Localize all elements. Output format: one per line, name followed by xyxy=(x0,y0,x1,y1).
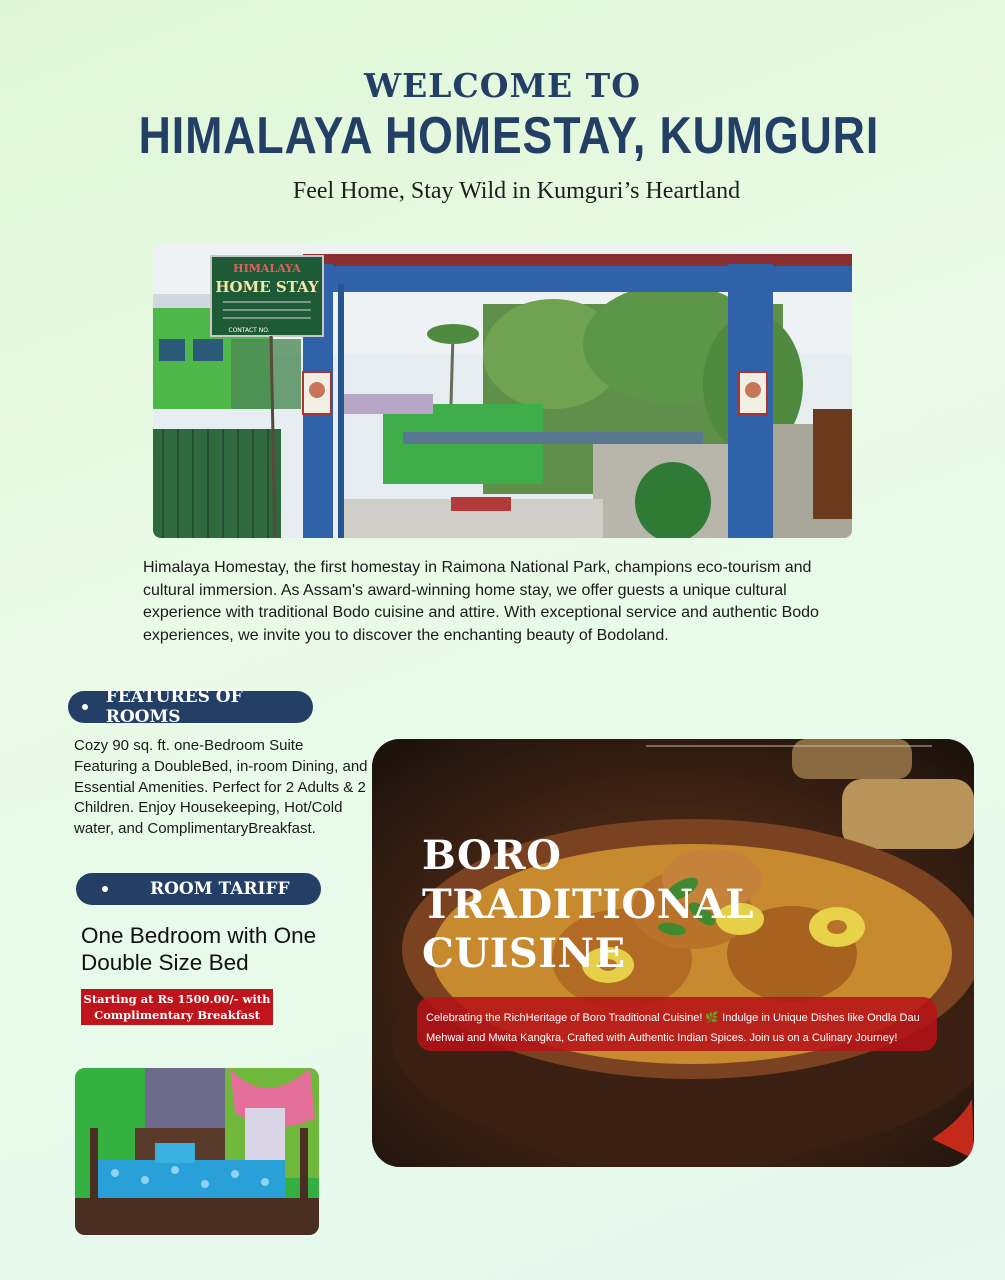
sign-line2: HOME STAY xyxy=(215,278,319,296)
intro-paragraph: Himalaya Homestay, the first homestay in Raimona National Park, champions eco-tourism and cultural immersion. As Assam's award-winning home stay, we offer guests a unique cultural experience with traditional Bodo cuisine and attire. With exceptional service and authentic Bodo experiences, we invite you to discover the enchanting beauty of Bodoland. xyxy=(143,559,819,644)
page-title: HIMALAYA HOMESTAY, KUMGURI xyxy=(138,107,880,165)
room-type: One Bedroom with One Double Size Bed xyxy=(81,923,317,975)
tariff-heading: ROOM TARIFF xyxy=(150,879,290,899)
price-line1: Starting at Rs 1500.00/- with xyxy=(83,992,271,1006)
sign-contact: CONTACT NO. xyxy=(228,327,270,334)
tariff-heading-pill xyxy=(76,873,321,905)
cuisine-card xyxy=(372,739,974,1167)
bullet-icon xyxy=(102,886,108,892)
cuisine-title-line1: BORO xyxy=(422,832,562,879)
bullet-icon xyxy=(82,704,88,710)
features-heading-pill xyxy=(68,687,313,727)
bedroom-photo xyxy=(75,1068,319,1235)
features-heading: FEATURES OF ROOMS xyxy=(105,687,243,727)
sign-line1: HIMALAYA xyxy=(233,262,301,275)
price-badge xyxy=(81,989,273,1025)
welcome-heading: WELCOME TO xyxy=(364,66,641,105)
homestay-gate-photo xyxy=(153,244,852,538)
tagline: Feel Home, Stay Wild in Kumguri’s Heartland xyxy=(292,178,741,204)
cuisine-title-line3: CUISINE xyxy=(422,930,626,977)
features-text: Cozy 90 sq. ft. one-Bedroom Suite Featuring a DoubleBed, in-room Dining, and Essential Amenities. Perfect for 2 Adults & 2 Children. Enjoy Housekeeping, Hot/Cold water, and ComplimentaryBreakfast. xyxy=(74,737,368,838)
cuisine-description: Celebrating the RichHeritage of Boro Traditional Cuisine! 🌿 Indulge in Unique Dishes like Ondla Dau Mehwai and Mwita Kangkra, Crafted with Authentic Indian Spices. Join us on a Culinary Journey! xyxy=(426,1012,920,1044)
cuisine-title-line2: TRADITIONAL xyxy=(422,881,754,928)
price-line2: Complimentary Breakfast xyxy=(94,1008,260,1022)
cuisine-title xyxy=(422,831,782,978)
